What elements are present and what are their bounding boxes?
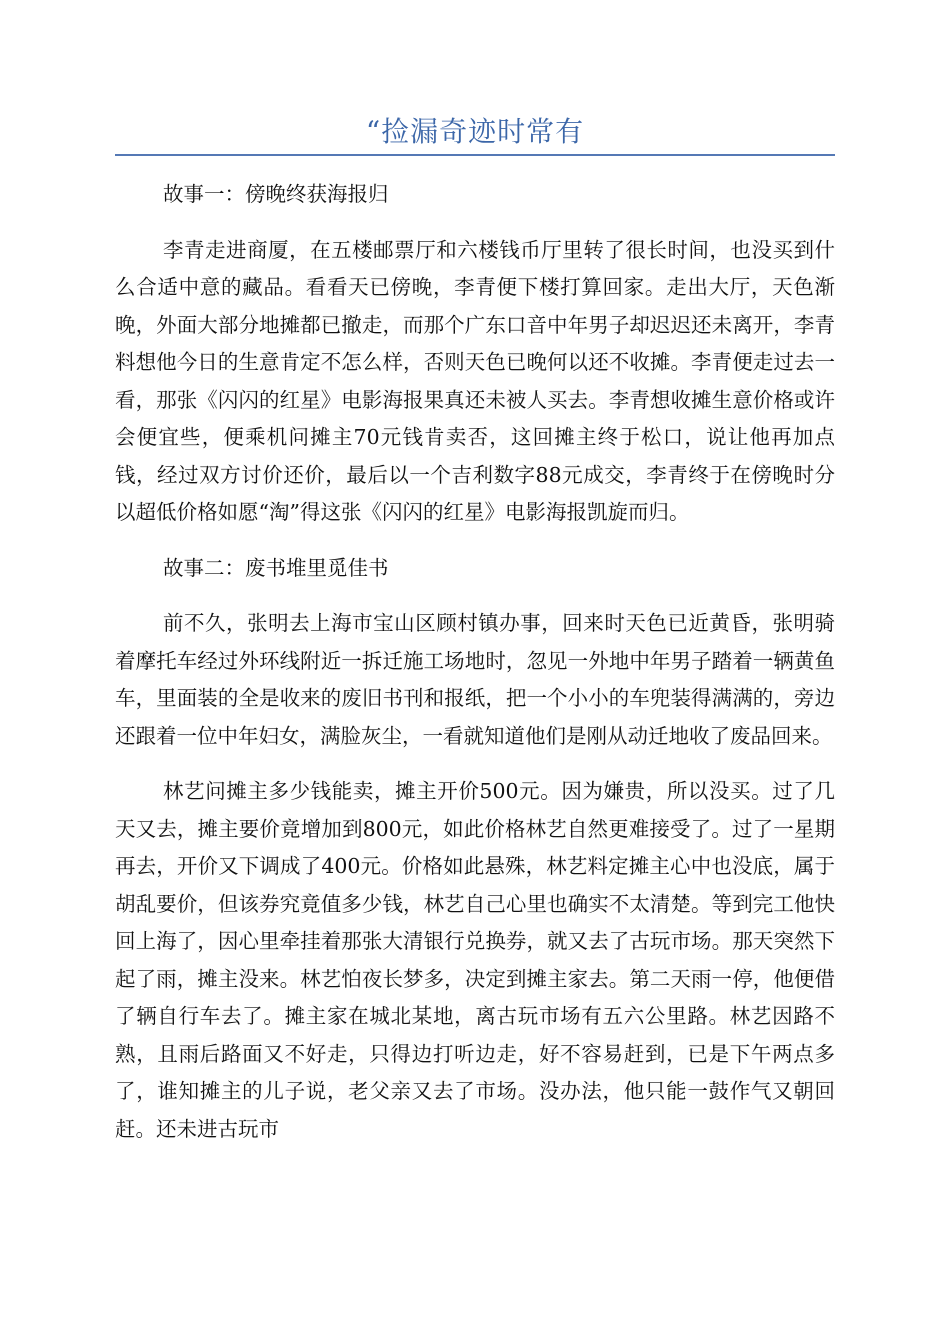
paragraph-story-one: 李青走进商厦，在五楼邮票厅和六楼钱币厅里转了很长时间，也没买到什么合适中意的藏品。看看天已傍晚，李青便下楼打算回家。走出大厅，天色渐晚，外面大部分地摊都已撤走，而那个广东口音中年男子却迟迟还未离开，李青料想他今日的生意肯定不怎么样，否则天色已晚何以还不收摊。李青便走过去一看，那张《闪闪的红星》电影海报果真还未被人买去。李青想收摊生意价格或许会便宜些，便乘机问摊主70元钱肯卖否，这回摊主终于松口，说让他再加点钱，经过双方讨价还价，最后以一个吉利数字88元成交，李青终于在傍晚时分以超低价格如愿“淘”得这张《闪闪的红星》电影海报凯旋而归。 bbox=[115, 237, 835, 524]
paragraph-story-two-intro: 前不久，张明去上海市宝山区顾村镇办事，回来时天色已近黄昏，张明骑着摩托车经过外环线附近一拆迁施工场地时，忽见一外地中年男子踏着一辆黄鱼车，里面装的全是收来的废旧书刊和报纸，把一个小小的车兜装得满满的，旁边还跟着一位中年妇女，满脸灰尘，一看就知道他们是刚从动迁地收了废品回来。 bbox=[115, 611, 835, 748]
section-heading-story-two: 故事二：废书堆里觅佳书 bbox=[163, 555, 389, 580]
paragraph-story-two-detail: 林艺问摊主多少钱能卖，摊主开价500元。因为嫌贵，所以没买。过了几天又去，摊主要价竟增加到800元，如此价格林艺自然更难接受了。过了一星期再去，开价又下调成了400元。价格如此悬殊，林艺料定摊主心中也没底，属于胡乱要价，但该券究竟值多少钱，林艺自己心里也确实不太清楚。等到完工他快回上海了，因心里牵挂着那张大清银行兑换券，就又去了古玩市场。那天突然下起了雨，摊主没来。林艺怕夜长梦多，决定到摊主家去。第二天雨一停，他便借了辆自行车去了。摊主家在城北某地，离古玩市场有五六公里路。林艺因路不熟，且雨后路面又不好走，只得边打听边走，好不容易赶到，已是下午两点多了，谁知摊主的儿子说，老父亲又去了市场。没办法，他只能一鼓作气又朝回赶。还未进古玩市 bbox=[115, 779, 835, 1141]
section-heading-story-one: 故事一：傍晚终获海报归 bbox=[163, 182, 389, 206]
document-body bbox=[115, 176, 835, 1166]
document-title: “捡漏奇迹时常有 bbox=[365, 115, 585, 148]
title-underline bbox=[115, 154, 835, 156]
